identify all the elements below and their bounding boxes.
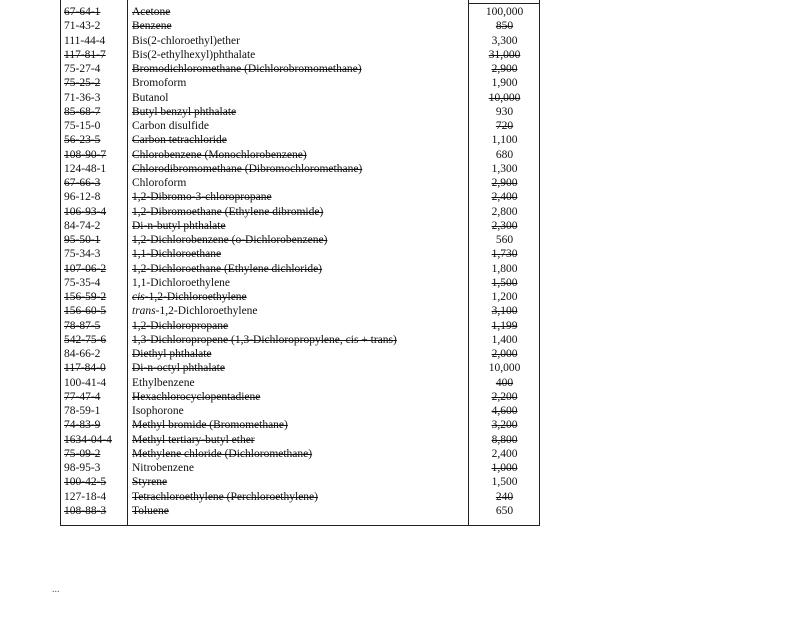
chemical-name-cell: Bromodichloromethane (Dichlorobromomethane) [132,63,362,75]
cas-number-cell: 96-12-8 [64,191,101,204]
chemical-name-cell: trans-1,2-Dichloroethylene [132,305,258,318]
cas-number-cell: 71-36-3 [64,91,101,104]
table-row [0,162,540,176]
table-row [0,148,540,162]
chemical-name-cell: Isophorone [132,405,184,417]
cas-number-cell: 98-95-3 [64,462,101,474]
cas-number-cell: 156-59-2 [64,291,107,303]
limit-value-cell: 1,900 [491,77,518,90]
cas-number-cell: 85-68-7 [64,105,101,118]
cas-number-cell: 156-60-5 [64,305,107,318]
table-row [0,347,540,361]
chemical-name-cell: 1,2-Dichloropropane [132,319,229,332]
chemical-name-cell: Chloroform [132,177,187,189]
limit-value-cell: 930 [495,105,514,118]
chemical-name-cell: Carbon disulfide [132,120,209,132]
table-row [0,304,540,318]
limit-value-cell: 8,800 [491,433,518,446]
cas-number-cell: 67-66-3 [64,177,101,189]
limit-value-cell: 2,200 [491,390,518,403]
chemical-name-cell: 1,2-Dibromo-3-chloropropane [132,191,272,204]
table-row [0,475,540,489]
limit-value-cell: 4,600 [491,405,518,417]
limit-value-cell: 1,800 [491,262,518,275]
cas-number-cell: 1634-04-4 [64,433,112,446]
chemical-name-cell: Bis(2-chloroethyl)ether [132,34,240,47]
chemical-name-cell: Di-n-octyl phthalate [132,362,225,375]
cas-number-cell: 107-06-2 [64,262,107,275]
chemical-name-cell: Di-n-butyl phthalate [132,219,226,232]
cas-number-cell: 75-27-4 [64,63,101,75]
chemical-name-cell: Bromoform [132,77,187,90]
limit-value-cell: 3,200 [491,419,518,432]
table-row [0,105,540,119]
chemical-name-cell: Methyl bromide (Bromomethane) [132,419,288,432]
table-top-rule [468,3,540,4]
cas-number-cell: 75-09-2 [64,447,101,460]
chemical-name-cell: Chlorobenzene (Monochlorobenzene) [132,148,307,161]
chemical-name-cell: Diethyl phthalate [132,348,212,360]
limit-value-cell: 2,400 [491,191,518,204]
table-row [0,219,540,233]
limit-value-cell: 10,000 [488,362,521,375]
chemical-name-cell: Ethylbenzene [132,376,195,389]
limit-value-cell: 2,000 [491,348,518,360]
cas-number-cell: 78-59-1 [64,405,101,417]
limit-value-cell: 1,200 [491,291,518,303]
limit-value-cell: 31,000 [488,48,521,61]
cas-number-cell: 542-75-6 [64,333,107,346]
chemical-name-cell: Butyl benzyl phthalate [132,105,237,118]
cas-number-cell: 100-41-4 [64,376,107,389]
table-row [0,5,540,19]
table-row [0,133,540,147]
limit-value-cell: 1,730 [491,248,518,261]
chemical-name-cell: Hexachlorocyclopentadiene [132,390,261,403]
chemical-name-cell: Butanol [132,91,169,104]
chemical-name-cell: Methylene chloride (Dichloromethane) [132,447,313,460]
chemical-name-cell: 1,3-Dichloropropene (1,3-Dichloropropylene, cis + trans) [132,333,397,346]
limit-value-cell: 3,300 [491,34,518,47]
limit-value-cell: 2,300 [491,219,518,232]
table-row [0,76,540,90]
table-row [0,433,540,447]
chemical-name-cell: Styrene [132,476,168,489]
cas-number-cell: 75-34-3 [64,248,101,261]
table-row [0,176,540,190]
cas-number-cell: 84-74-2 [64,219,101,232]
table-row [0,247,540,261]
table-row [0,447,540,461]
chemical-name-cell: 1,2-Dibromoethane (Ethylene dibromide) [132,205,324,218]
table-row [0,62,540,76]
chemical-name-cell: Tetrachloroethylene (Perchloroethylene) [132,490,318,503]
cas-number-cell: 78-87-5 [64,319,101,332]
table-row [0,34,540,48]
cas-number-cell: 124-48-1 [64,162,107,175]
cas-number-cell: 100-42-5 [64,476,107,489]
limit-value-cell: 100,000 [485,6,524,18]
chemical-name-cell: cis-1,2-Dichloroethylene [132,291,247,303]
table-row [0,190,540,204]
chemical-name-cell: Benzene [132,20,172,33]
limit-value-cell: 1,100 [491,134,518,147]
limit-value-cell: 2,900 [491,63,518,75]
limit-value-cell: 2,800 [491,205,518,218]
limit-value-cell: 2,900 [491,177,518,189]
table-row [0,119,540,133]
chemical-name-cell: Acetone [132,6,171,18]
limit-value-cell: 1,000 [491,462,518,474]
chemical-name-cell: 1,2-Dichlorobenzene (o-Dichlorobenzene) [132,234,328,246]
table-row [0,376,540,390]
limit-value-cell: 1,300 [491,162,518,175]
chemical-name-cell: Carbon tetrachloride [132,134,227,147]
table-row [0,19,540,33]
chemical-name-cell: 1,2-Dichloroethane (Ethylene dichloride) [132,262,322,275]
chemical-name-cell: Nitrobenzene [132,462,194,474]
limit-value-cell: 1,500 [491,276,518,289]
cas-number-cell: 108-90-7 [64,148,107,161]
cas-number-cell: 111-44-4 [64,34,106,47]
limit-value-cell: 400 [495,376,514,389]
chemical-name-cell: 1,1-Dichloroethylene [132,276,231,289]
cas-number-cell: 108-88-3 [64,504,107,517]
limit-value-cell: 10,000 [488,91,521,104]
cas-number-cell: 71-43-2 [64,20,101,33]
cas-number-cell: 67-64-1 [64,6,101,18]
limit-value-cell: 2,400 [491,447,518,460]
chemical-name-cell: Bis(2-ethylhexyl)phthalate [132,48,256,61]
table-row [0,390,540,404]
cas-number-cell: 74-83-9 [64,419,101,432]
table-row [0,333,540,347]
table-row [0,276,540,290]
table-row [0,404,540,418]
table-row [0,490,540,504]
table-row [0,48,540,62]
limit-value-cell: 1,199 [491,319,518,332]
chemical-name-cell: 1,1-Dichloroethane [132,248,222,261]
cas-number-cell: 95-50-1 [64,234,101,246]
table-row [0,418,540,432]
limit-value-cell: 1,400 [491,333,518,346]
chemical-name-cell: Toluene [132,504,169,517]
table-row [0,461,540,475]
cas-number-cell: 75-25-2 [64,77,101,90]
table-bottom-border [60,525,540,526]
limit-value-cell: 720 [495,120,514,132]
cas-number-cell: 117-84-0 [64,362,106,375]
cas-number-cell: 117-81-7 [64,48,106,61]
limit-value-cell: 240 [495,490,514,503]
table-row [0,361,540,375]
table-row [0,233,540,247]
limit-value-cell: 680 [495,148,514,161]
limit-value-cell: 1,500 [491,476,518,489]
table-row [0,205,540,219]
cas-number-cell: 75-15-0 [64,120,101,132]
table-row [0,91,540,105]
cas-number-cell: 106-93-4 [64,205,107,218]
table-row [0,504,540,518]
page-footer-dots: ... [52,584,60,595]
cas-number-cell: 75-35-4 [64,276,101,289]
limit-value-cell: 850 [495,20,514,33]
table-row [0,262,540,276]
cas-number-cell: 56-23-5 [64,134,101,147]
limit-value-cell: 650 [495,504,514,517]
chemical-name-cell: Chlorodibromomethane (Dibromochloromethane) [132,162,363,175]
chemical-name-cell: Methyl tertiary-butyl ether [132,433,255,446]
limit-value-cell: 560 [495,234,514,246]
table-row [0,290,540,304]
table-row [0,319,540,333]
cas-number-cell: 77-47-4 [64,390,101,403]
cas-number-cell: 84-66-2 [64,348,101,360]
limit-value-cell: 3,100 [491,305,518,318]
cas-number-cell: 127-18-4 [64,490,107,503]
